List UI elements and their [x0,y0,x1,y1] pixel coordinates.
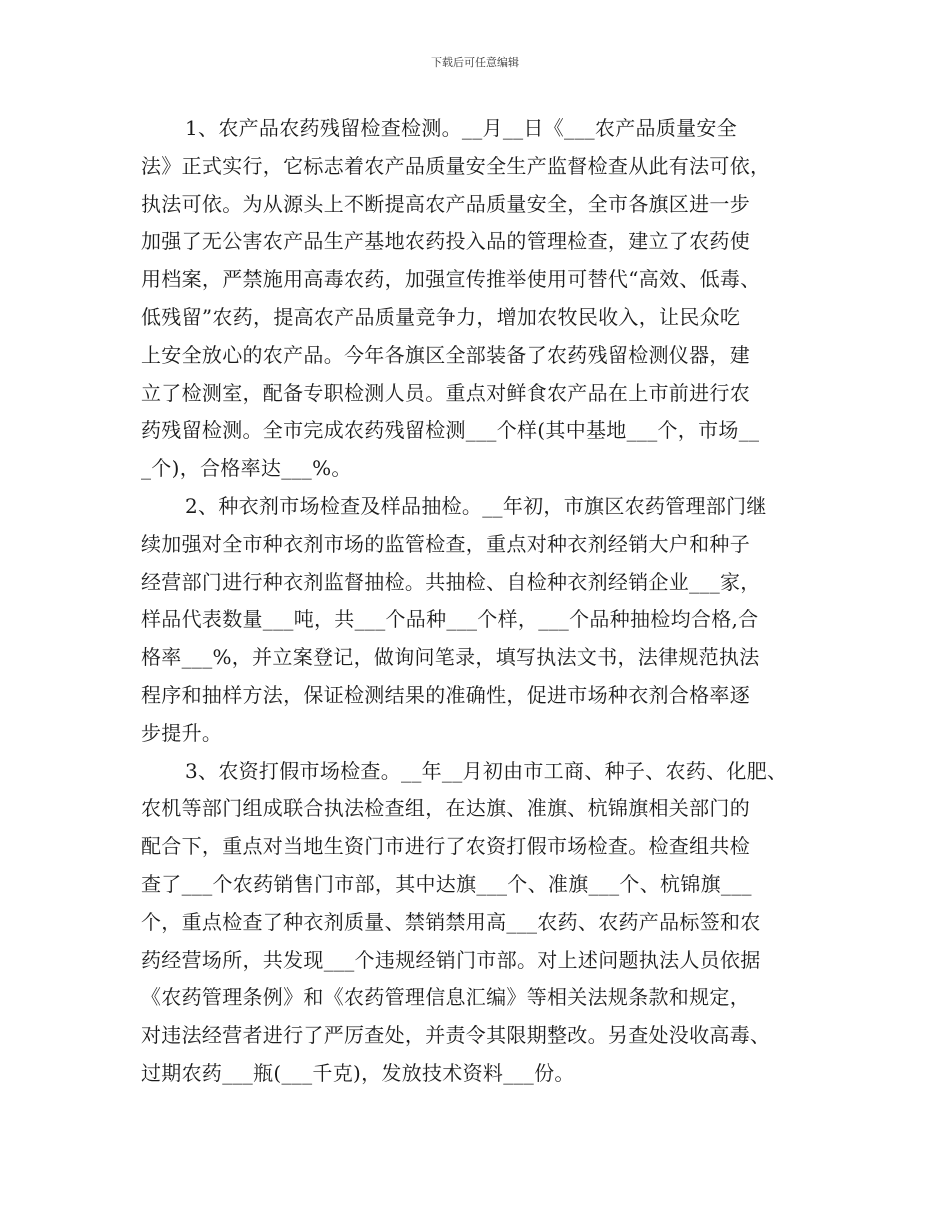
paragraph-2-line-3: 经营部门进行种衣剂监督抽检。共抽检、自检种衣剂经销企业___家， [141,569,761,594]
paragraph-3-line-3: 配合下，重点对当地生资门市进行了农资打假市场检查。检查组共检 [141,834,750,859]
paragraph-2-line-5: 格率___%，并立案登记，做询问笔录，填写执法文书，法律规范执法 [141,645,760,670]
paragraph-3-line-1: 3、农资打假市场检查。__年__月初由市工商、种子、农药、化肥、 [185,758,788,783]
document-body [141,110,827,1093]
paragraph-3-line-8: 对违法经营者进行了严厉查处，并责令其限期整改。另查处没收高毒、 [141,1023,771,1048]
paragraph-3-line-4: 查了___个农药销售门市部，其中达旗___个、准旗___个、杭锦旗___ [141,871,752,896]
paragraph-1-line-2: 法》正式实行，它标志着农产品质量安全生产监督检查从此有法可依， [141,153,771,178]
paragraph-2-line-4: 样品代表数量___吨，共___个品种___个样，___个品种抽检均合格,合 [141,607,759,632]
paragraph-1-line-9: 药残留检测。全市完成农药残留检测___个样(其中基地___个，市场__ [141,418,760,443]
paragraph-3-line-5: 个，重点检查了种衣剂质量、禁销禁用高___农药、农药产品标签和农 [141,909,761,934]
paragraph-1-line-1: 1、农产品农药残留检查检测。__月__日《___农产品质量安全 [185,116,738,140]
page-header-note: 下载后可任意编辑 [431,56,519,69]
paragraph-1-line-8: 立了检测室，配备专职检测人员。重点对鲜食农产品在上市前进行农 [141,380,750,405]
paragraph-1-line-3: 执法可依。为从源头上不断提高农产品质量安全，全市各旗区进一步 [141,191,750,216]
paragraph-3-line-7: 《农药管理条例》和《农药管理信息汇编》等相关法规条款和规定， [141,985,750,1010]
paragraph-2-line-7: 步提升。 [141,720,223,745]
paragraph-2-line-2: 续加强对全市种衣剂市场的监管检查，重点对种衣剂经销大户和种子 [141,531,750,556]
paragraph-1-line-10: _个)，合格率达___%。 [141,456,352,481]
paragraph-1-line-6: 低残留”农药，提高农产品质量竞争力，增加农牧民收入，让民众吃 [141,304,741,329]
paragraph-3-line-6: 药经营场所，共发现___个违规经销门市部。对上述问题执法人员依据 [141,947,761,972]
paragraph-2-line-6: 程序和抽样方法，保证检测结果的准确性，促进市场种衣剂合格率逐 [141,682,750,707]
paragraph-1-line-5: 用档案，严禁施用高毒农药，加强宣传推举使用可替代“高效、低毒、 [141,267,761,292]
paragraph-3-line-2: 农机等部门组成联合执法检查组，在达旗、准旗、杭锦旗相关部门的 [141,796,750,821]
paragraph-1-line-4: 加强了无公害农产品生产基地农药投入品的管理检查，建立了农药使 [141,229,750,254]
paragraph-1-line-7: 上安全放心的农产品。今年各旗区全部装备了农药残留检测仪器，建 [141,342,750,367]
paragraph-2-line-1: 2、种衣剂市场检查及样品抽检。__年初，市旗区农药管理部门继 [185,493,767,518]
paragraph-3-line-9: 过期农药___瓶(___千克)，发放技术资料___份。 [141,1060,575,1085]
